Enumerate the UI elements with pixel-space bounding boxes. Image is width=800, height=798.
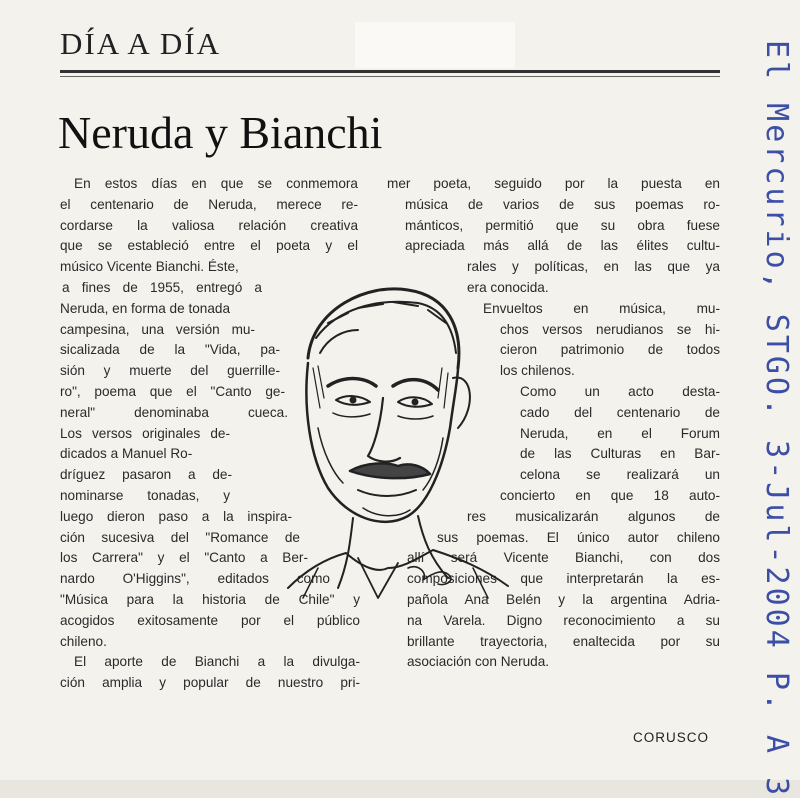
handwritten-annotation bbox=[742, 40, 800, 798]
text-line: sus poemas. El único autor chileno bbox=[437, 529, 720, 545]
text-line: cordarse la valiosa relación creativa bbox=[60, 217, 358, 233]
text-line: ción amplia y popular de nuestro pri- bbox=[60, 675, 360, 691]
text-line: concierto en que 18 auto- bbox=[500, 487, 720, 503]
text-line: luego dieron paso a la inspira- bbox=[60, 508, 292, 524]
text-line: nardo O'Higgins", editados como bbox=[60, 571, 330, 587]
text-line: El aporte de Bianchi a la divulga- bbox=[74, 654, 360, 670]
text-line: celona se realizará un bbox=[520, 467, 720, 483]
text-line: a fines de 1955, entregó a bbox=[62, 279, 262, 295]
text-line: los Carrera" y el "Canto a Ber- bbox=[60, 550, 308, 566]
text-line: Los versos originales de- bbox=[60, 425, 230, 441]
text-line: rales y políticas, en las que ya bbox=[467, 259, 720, 275]
text-line: neral" denominaba cueca. bbox=[60, 404, 288, 420]
text-line: res musicalizarán algunos de bbox=[467, 508, 720, 524]
text-line: los chilenos. bbox=[500, 363, 575, 379]
text-line: sión y muerte del guerrille- bbox=[60, 363, 280, 379]
text-line: sicalizada de la "Vida, pa- bbox=[60, 342, 280, 358]
text-line: En estos días en que se conmemora bbox=[74, 176, 358, 191]
text-line: chileno. bbox=[60, 633, 107, 649]
section-title: DÍA A DÍA bbox=[60, 26, 221, 61]
section-rule bbox=[60, 70, 720, 73]
headline: Neruda y Bianchi bbox=[58, 107, 383, 158]
text-line: campesina, una versión mu- bbox=[60, 321, 255, 337]
text-line: allí será Vicente Bianchi, con dos bbox=[407, 550, 720, 566]
text-line: cado del centenario de bbox=[520, 404, 720, 420]
text-line: mer poeta, seguido por la puesta en bbox=[387, 176, 720, 191]
text-line: cieron patrimonio de todos bbox=[500, 342, 720, 358]
text-line: Envueltos en música, mu- bbox=[483, 300, 720, 316]
text-line: apreciada más allá de las élites cultu- bbox=[405, 238, 720, 254]
text-line: era conocida. bbox=[467, 279, 549, 295]
text-line: asociación con Neruda. bbox=[407, 654, 550, 670]
text-line: pañola Ana Belén y la argentina Adria- bbox=[407, 591, 720, 607]
text-line: música de varios de sus poemas ro- bbox=[405, 196, 720, 212]
text-line: chos versos nerudianos se hi- bbox=[500, 321, 720, 337]
text-line: brillante trayectoria, enaltecida por su bbox=[407, 633, 720, 649]
text-line: Neruda, en forma de tonada bbox=[60, 300, 231, 316]
blank-area bbox=[355, 22, 515, 68]
author-signature: CORUSCO bbox=[633, 730, 710, 745]
text-line: músico Vicente Bianchi. Éste, bbox=[60, 259, 239, 275]
text-line: Neruda, en el Forum bbox=[520, 425, 720, 441]
handwritten-source-note: El Mercurio, STGO. 3-Jul-2004 P. A 3 bbox=[759, 40, 794, 798]
neruda-portrait-drawing bbox=[258, 268, 518, 608]
text-line: dicados a Manuel Ro- bbox=[60, 446, 193, 462]
text-line: na Varela. Digno reconocimiento a su bbox=[407, 612, 720, 628]
text-line: el centenario de Neruda, merece re- bbox=[60, 196, 358, 212]
text-line: dríguez pasaron a de- bbox=[60, 467, 232, 483]
text-line: nominarse tonadas, y bbox=[60, 487, 230, 503]
text-line: acogidos exitosamente por el público bbox=[60, 612, 360, 628]
section-rule-thin bbox=[60, 76, 720, 77]
text-line: de las Culturas en Bar- bbox=[520, 446, 720, 462]
text-line: "Música para la historia de Chile" y bbox=[60, 591, 360, 607]
text-line: ro", poema que el "Canto ge- bbox=[60, 383, 285, 399]
text-line: que se estableció entre el poeta y el bbox=[60, 238, 358, 254]
text-line: mánticos, permitió que su obra fuese bbox=[405, 217, 720, 233]
text-line: Como un acto desta- bbox=[520, 383, 720, 399]
text-line: composiciones que interpretarán la es- bbox=[407, 571, 720, 587]
text-line: ción sucesiva del "Romance de bbox=[60, 529, 300, 545]
